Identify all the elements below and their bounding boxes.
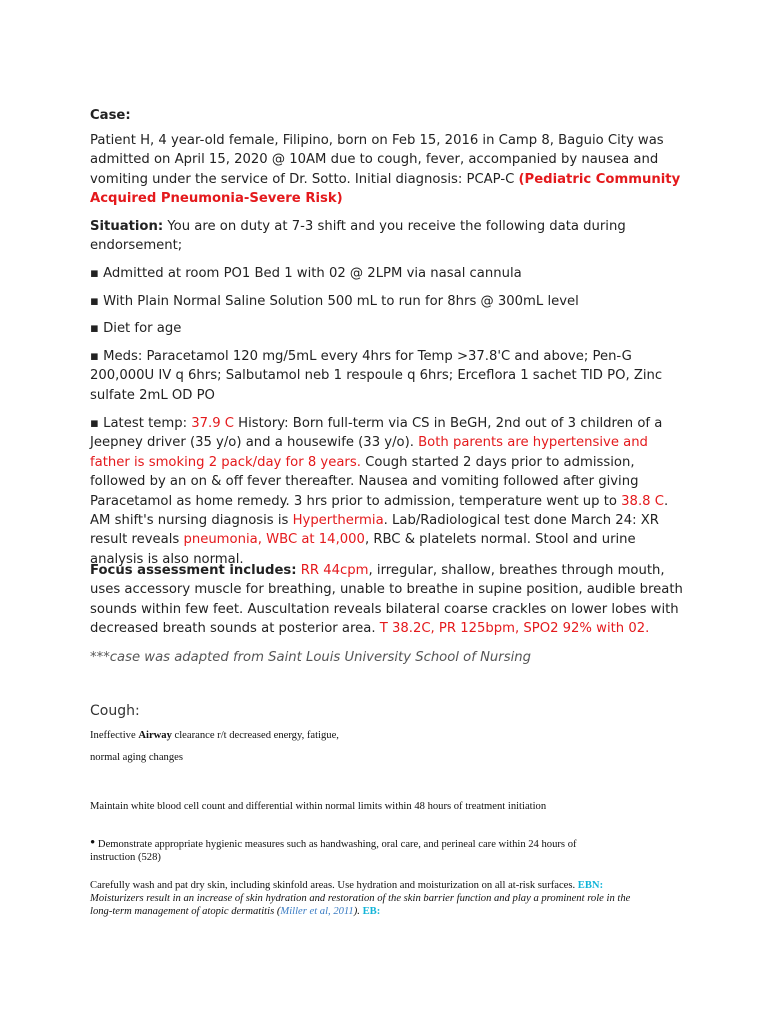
intervention [90, 879, 635, 918]
goal-wbc: Maintain white blood cell count and differential within normal limits within 48 hours of treatment initiation [90, 801, 547, 812]
lab-result-highlight: pneumonia, WBC at 14,000 [183, 532, 365, 548]
situation [90, 217, 690, 256]
history-text-4: . Lab/Radiological test done March 24: XR result reveals [90, 513, 659, 548]
intervention-text: Carefully wash and pat dry skin, including skinfold areas. Use hydration and moisturization on all at-risk surfaces. [90, 880, 578, 891]
bullet-iv: ▪ With Plain Normal Saline Solution 500 mL to run for 8hrs @ 300mL level [90, 294, 579, 309]
bullet-meds: ▪ Meds: Paracetamol 120 mg/5mL every 4hrs for Temp >37.8'C and above; Pen-G 200,000U IV q 6hrs; Salbutamol neb 1 respoule q 6hrs; Erceflora 1 sachet TID PO, Zinc sulfate 2mL OD PO [90, 349, 663, 403]
nursing-diagnosis-value: Hyperthermia [292, 513, 384, 529]
focus-text: , irregular, shallow, breathes through mouth, uses accessory muscle for breathing, unable to breathe in supine position, audible breath sounds within few feet. Auscultation reveals bilateral coarse crackles on lower lobes with decreased breath sounds at posterior area. [90, 563, 683, 637]
parents-risk-highlight: Both parents are hypertensive and father is smoking 2 pack/day for 8 years. [90, 435, 648, 470]
nursing-diagnosis-line2: normal aging changes [90, 752, 183, 763]
situation-label: Situation: [90, 219, 164, 234]
nursing-diagnosis-line1 [90, 729, 690, 742]
case-intro [90, 131, 690, 209]
goal-hygiene-text: Demonstrate appropriate hygienic measures such as handwashing, oral care, and perineal care within 24 hours of instruction (528) [90, 839, 577, 863]
eb-label: EB: [362, 906, 381, 917]
source-note: ***case was adapted from Saint Louis University School of Nursing [90, 650, 531, 665]
history-text: History: Born full-term via CS in BeGH, 2nd out of 3 children of a Jeepney driver (35 y/o) and a housewife (33 y/o). [90, 416, 663, 451]
diagnosis-text-2: clearance r/t decreased energy, fatigue, [171, 730, 339, 741]
focus-label: Focus assessment includes: [90, 563, 297, 578]
bullet-glyph: • [90, 835, 96, 851]
case-intro-text: Patient H, 4 year-old female, Filipino, born on Feb 15, 2016 in Camp 8, Baguio City was admitted on April 15, 2020 @ 10AM due to cough, fever, accompanied by nausea and vomiting under the service of Dr. Sotto. Initial diagnosis: PCAP-C [90, 133, 664, 187]
case-heading: Case: [90, 108, 131, 123]
citation-link[interactable]: Miller et al, 2011 [280, 906, 354, 917]
diagnosis-airway: Airway [138, 730, 172, 741]
situation-text: You are on duty at 7-3 shift and you receive the following data during endorsement; [90, 219, 626, 254]
bullet-diet: ▪ Diet for age [90, 321, 182, 336]
resp-rate-value: RR 44cpm [300, 563, 369, 578]
latest-label: ▪ Latest temp: [90, 416, 192, 431]
preadmission-temp-value: 38.8 C [621, 493, 664, 509]
latest-history [90, 414, 690, 569]
ebn-text-end: ). [353, 906, 363, 917]
history-text-3: . AM shift's nursing diagnosis is [90, 493, 669, 529]
ebn-label: EBN: [577, 880, 604, 891]
goal-hygiene [90, 837, 610, 864]
latest-temp-value: 37.9 C [191, 416, 234, 431]
ebn-text: Moisturizers result in an increase of skin hydration and restoration of the skin barrier function and play a prominent role in the long-term management of atopic dermatitis ( [90, 893, 631, 917]
diagnosis-text: Ineffective [90, 730, 139, 741]
history-text-5: , RBC & platelets normal. Stool and urine analysis is also normal. [90, 532, 636, 567]
focus-assessment [90, 561, 690, 639]
initial-diagnosis-full: (Pediatric Community Acquired Pneumonia-Severe Risk) [90, 171, 681, 207]
history-text-2: Cough started 2 days prior to admission, followed by an on & off fever thereafter. Nausea and vomiting followed after giving Paracetamol as home remedy. 3 hrs prior to admission, temperature went up to [90, 454, 639, 509]
cough-heading: Cough: [90, 703, 140, 719]
vital-signs-value: T 38.2C, PR 125bpm, SPO2 92% with 02. [379, 621, 650, 637]
bullet-room: ▪ Admitted at room PO1 Bed 1 with 02 @ 2LPM via nasal cannula [90, 266, 522, 281]
